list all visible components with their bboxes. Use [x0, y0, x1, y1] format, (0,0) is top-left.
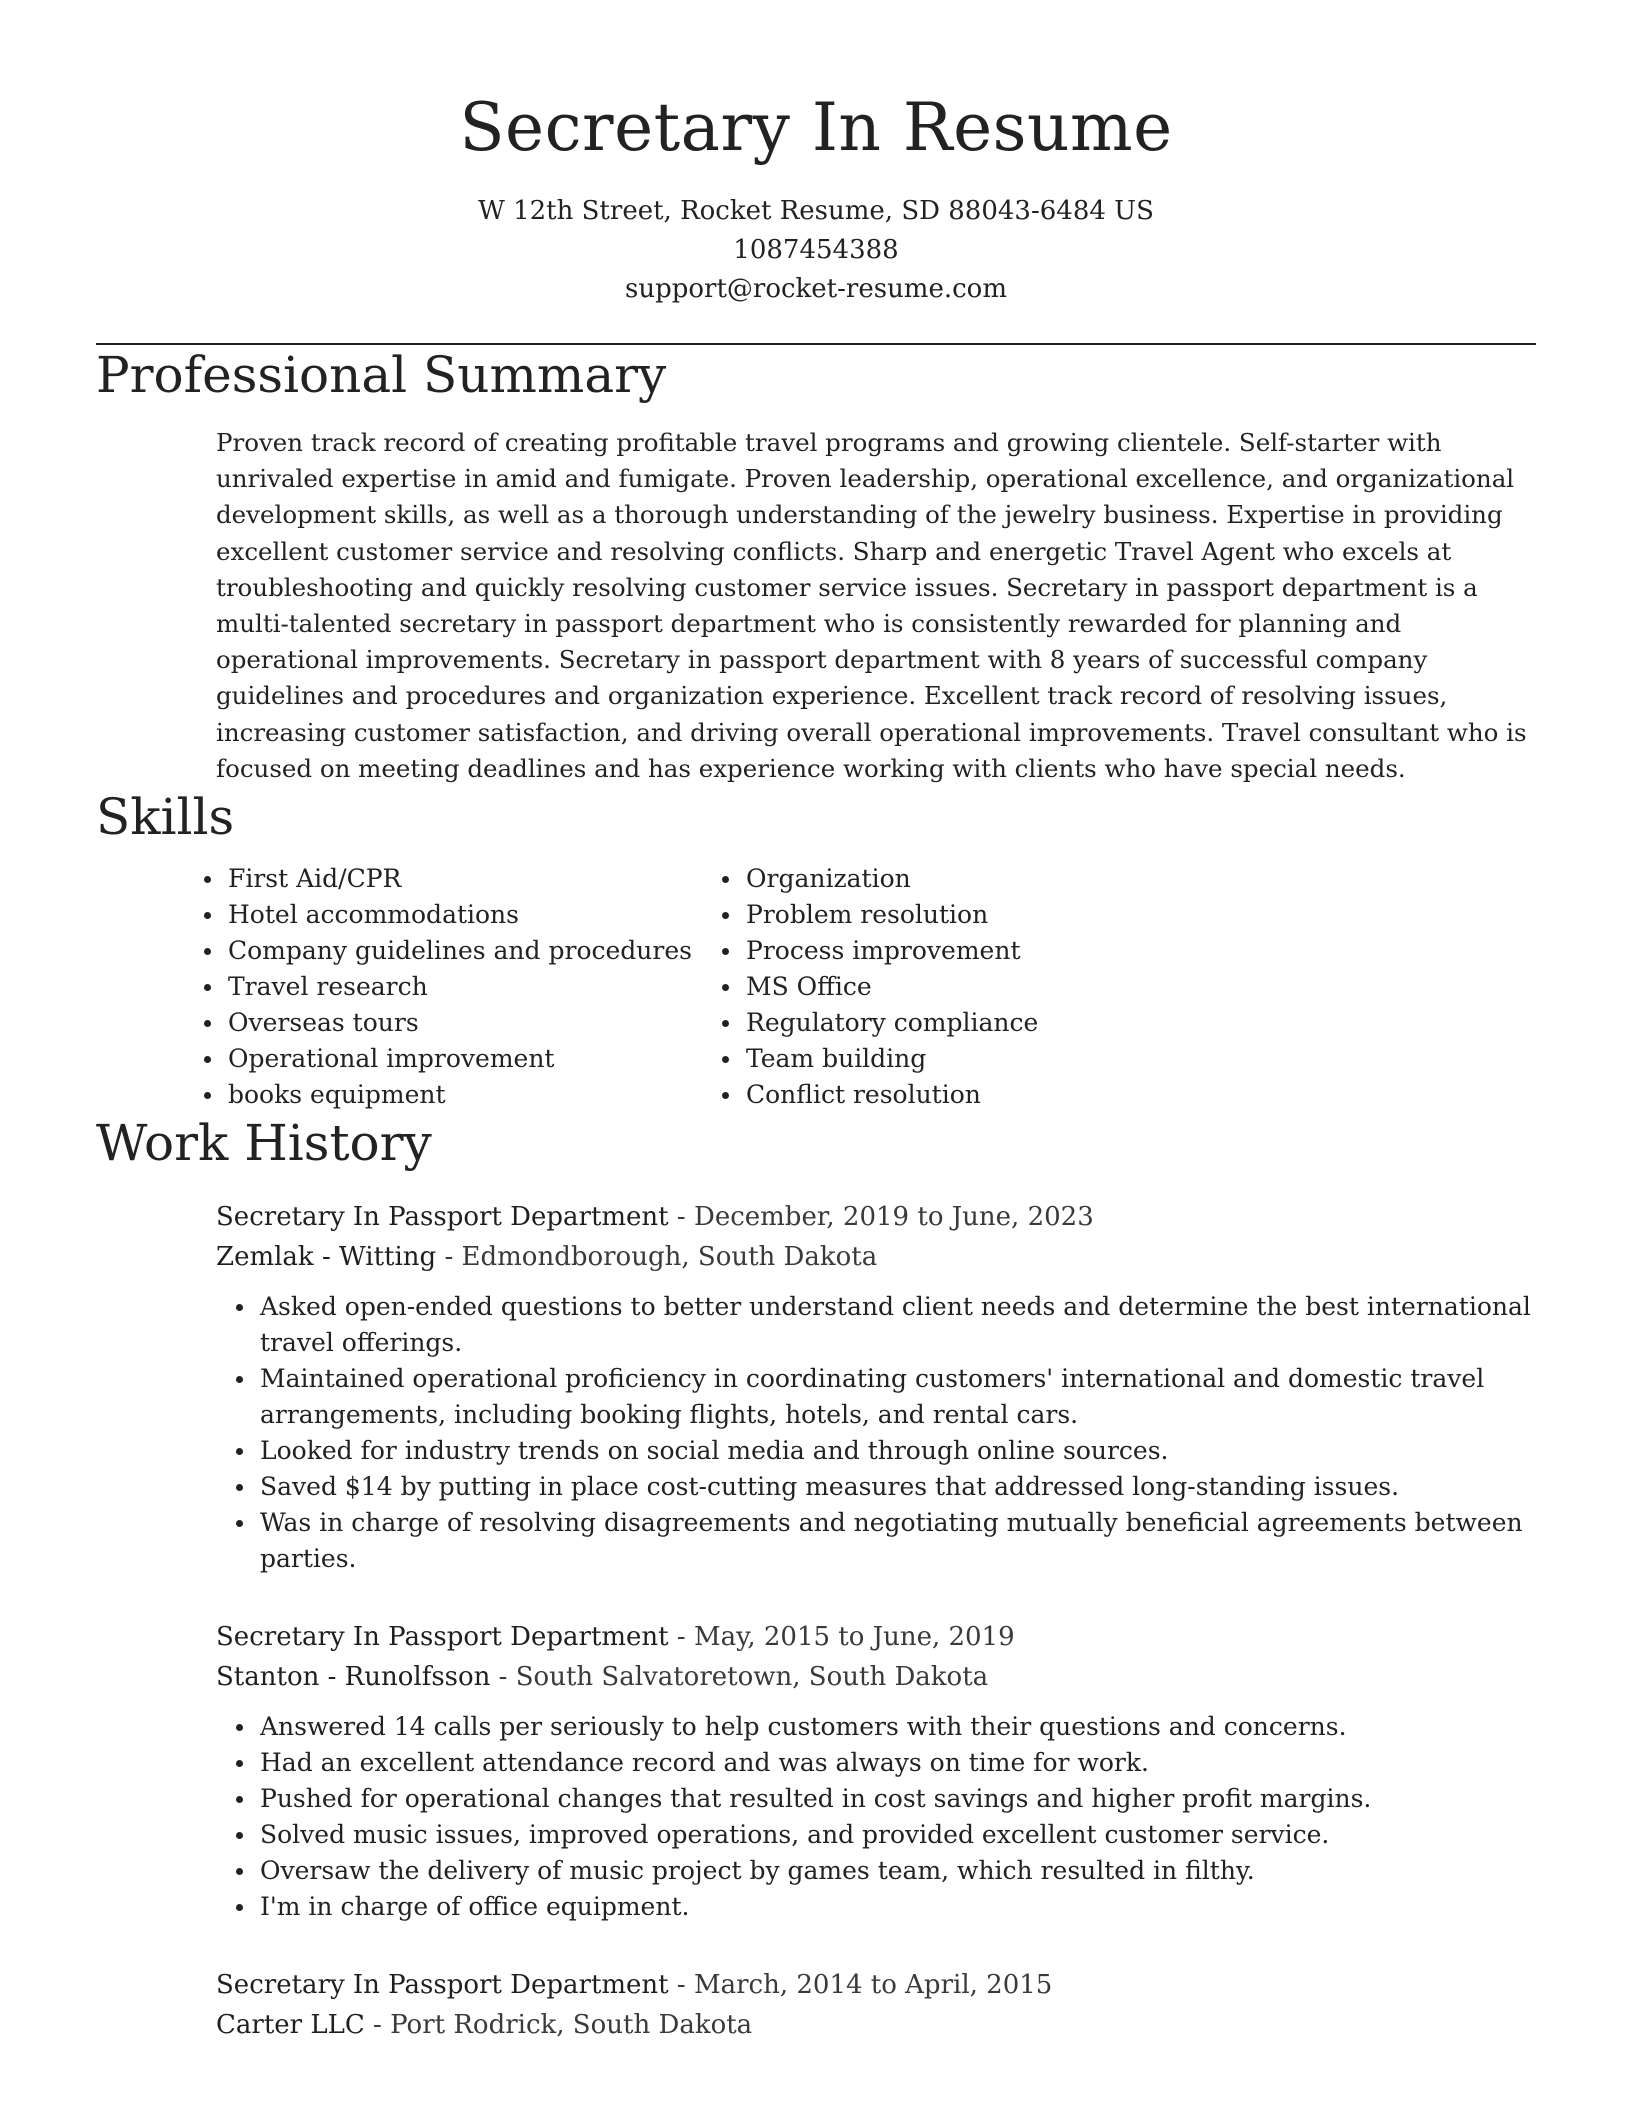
job-company: Carter LLC	[216, 2010, 365, 2041]
skill-item: Team building	[746, 1041, 1038, 1077]
skill-item: Organization	[746, 861, 1038, 897]
skill-item: First Aid/CPR	[228, 861, 746, 897]
job-title-line: Secretary In Passport Department - March, 2014 to April, 2015	[216, 1970, 1053, 2001]
list-item: Had an excellent attendance record and was always on time for work.	[260, 1745, 1540, 1781]
summary-heading: Professional Summary	[96, 346, 667, 404]
contact-info	[96, 192, 1536, 309]
work-history-section	[96, 1113, 1536, 2045]
job-dates: May, 2015 to June, 2019	[693, 1622, 1015, 1653]
list-item: Solved music issues, improved operations, and provided excellent customer service.	[260, 1817, 1540, 1853]
job-title: Secretary In Passport Department	[216, 1202, 669, 1233]
email[interactable]: support@rocket-resume.com	[624, 274, 1007, 304]
work-history-heading: Work History	[96, 1114, 432, 1173]
list-item: I'm in charge of office equipment.	[260, 1889, 1540, 1925]
skills-heading: Skills	[96, 788, 235, 847]
list-item: Answered 14 calls per seriously to help customers with their questions and concerns.	[260, 1709, 1540, 1745]
job-location: Port Rodrick, South Dakota	[390, 2010, 753, 2041]
phone: 1087454388	[733, 235, 899, 265]
skill-item: Operational improvement	[228, 1041, 746, 1077]
resume-page	[96, 0, 1536, 2045]
skills-list	[96, 861, 1536, 1113]
list-item: Saved $14 by putting in place cost-cutting measures that addressed long-standing issues.	[260, 1469, 1540, 1505]
skill-item: Regulatory compliance	[746, 1005, 1038, 1041]
skills-column-right	[746, 861, 1038, 1113]
job-company-line: Carter LLC - Port Rodrick, South Dakota	[216, 2010, 753, 2041]
skill-item: books equipment	[228, 1077, 746, 1113]
job-company-line: Stanton - Runolfsson - South Salvatoretown, South Dakota	[216, 1662, 989, 1693]
skill-item: Hotel accommodations	[228, 897, 746, 933]
skill-item: Company guidelines and procedures	[228, 933, 746, 969]
skills-column-left	[228, 861, 746, 1113]
skill-item: Problem resolution	[746, 897, 1038, 933]
job-bullets	[260, 1289, 1540, 1577]
list-item: Was in charge of resolving disagreements and negotiating mutually beneficial agreements between parties.	[260, 1505, 1540, 1577]
skill-item: Conflict resolution	[746, 1077, 1038, 1113]
list-item: Asked open-ended questions to better understand client needs and determine the best international travel offerings.	[260, 1289, 1540, 1361]
job-title: Secretary In Passport Department	[216, 1622, 669, 1653]
job-dates: December, 2019 to June, 2023	[693, 1202, 1094, 1233]
job-dates: March, 2014 to April, 2015	[693, 1970, 1053, 2001]
job-entry	[216, 1617, 1536, 1925]
skill-item: Overseas tours	[228, 1005, 746, 1041]
job-title-line: Secretary In Passport Department - May, 2015 to June, 2019	[216, 1622, 1015, 1653]
resume-name: Secretary In Resume	[459, 89, 1173, 166]
job-title-line: Secretary In Passport Department - December, 2019 to June, 2023	[216, 1202, 1094, 1233]
job-company: Zemlak - Witting	[216, 1242, 437, 1273]
job-location: South Salvatoretown, South Dakota	[515, 1662, 989, 1693]
list-item: Looked for industry trends on social media and through online sources.	[260, 1433, 1540, 1469]
job-entry	[216, 1965, 1536, 2045]
list-item: Oversaw the delivery of music project by games team, which resulted in filthy.	[260, 1853, 1540, 1889]
job-location: Edmondborough, South Dakota	[461, 1242, 878, 1273]
skill-item: Process improvement	[746, 933, 1038, 969]
summary-section	[96, 345, 1536, 787]
job-company: Stanton - Runolfsson	[216, 1662, 491, 1693]
list-item: Maintained operational proficiency in coordinating customers' international and domestic travel arrangements, including booking flights, hotels, and rental cars.	[260, 1361, 1540, 1433]
skill-item: MS Office	[746, 969, 1038, 1005]
job-company-line: Zemlak - Witting - Edmondborough, South Dakota	[216, 1242, 878, 1273]
job-bullets	[260, 1709, 1540, 1925]
job-title: Secretary In Passport Department	[216, 1970, 669, 2001]
summary-text: Proven track record of creating profitable travel programs and growing clientele. Self-starter with unrivaled expertise in amid and fumigate. Proven leadership, operational excellence, and organizational development skills, as well as a thorough understanding of the jewelry business. Expertise in providing excellent customer service and resolving conflicts. Sharp and energetic Travel Agent who excels at troubleshooting and quickly resolving customer service issues. Secretary in passport department is a multi-talented secretary in passport department who is consistently rewarded for planning and operational improvements. Secretary in passport department with 8 years of successful company guidelines and procedures and organization experience. Excellent track record of resolving issues, increasing customer satisfaction, and driving overall operational improvements. Travel consultant who is focused on meeting deadlines and has experience working with clients who have special needs.	[216, 428, 1527, 783]
skills-section	[96, 787, 1536, 1113]
list-item: Pushed for operational changes that resulted in cost savings and higher profit margins.	[260, 1781, 1540, 1817]
address: W 12th Street, Rocket Resume, SD 88043-6484 US	[478, 196, 1154, 226]
skill-item: Travel research	[228, 969, 746, 1005]
job-entry	[216, 1197, 1536, 1577]
resume-header	[96, 0, 1536, 309]
